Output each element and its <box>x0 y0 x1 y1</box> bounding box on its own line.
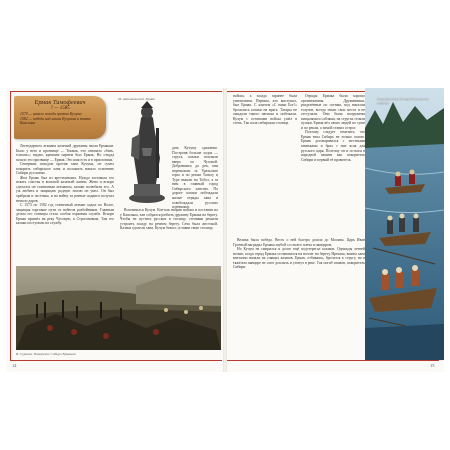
paragraph: Легендарного атамана казачьей дружины звали Ермаком. Было у него и прозвище — Токмак, что означало «бить, толкать»; видно, крепким парнем был Ермак. Но откуда пошло это прозвище — Ермак. Это имя есть и в присловиях. <box>16 144 114 162</box>
title-banner <box>14 96 106 139</box>
right-col-2 <box>301 94 365 162</box>
left-col-2 <box>120 146 218 210</box>
banner-line-2: 1582 — победа над ханом Кучумом и взятие Кашлыка <box>20 116 92 126</box>
paragraph: С 1573 по 1582 год станичный атаман ходил по Волге, защищая торговые пути от набегов разбойников. Главным делом его станицы стала особая охранная служба. Вскоре Ермак пришёл на реку Чусовую, к Строгановым. Там его казаки поступили на службу. <box>16 203 114 226</box>
paragraph: Жил Ермак был из крестьянских. Нужда заставила его искать счастья в вольной казачьей жизни. Жена и вскоре сделался он станичным атаманом, казаки полюбили его. А уж любить и защищать родную землю он умел. Он был храбрым и честным, и на войну за ратные подвиги получал немало даров. <box>16 175 114 203</box>
right-col-1 <box>233 94 297 126</box>
left-col-2b <box>120 208 218 231</box>
paragraph: Вспомнился Кучум. Кое-как набрав войска и поставив их у Кашлыка, хан собрался разбить дружину Ермака на берегу. Чтобы не пустить русских в столицу, степняки решили устроить засаду на речном берегу. Сеча была жестокой. Казаки одолели хана. Кучум бежал, оставив свою столицу. <box>120 208 218 231</box>
paragraph: Велика была победа. Весть о ней быстро дошла до Москвы. Царь Иван Грозный наградил Ермака шубой со своего плеча и панцирем. <box>233 238 365 247</box>
page-number-left: 14 <box>12 363 17 368</box>
statue-caption: М. Антокольский. Ермак <box>118 97 155 101</box>
illustration-image <box>365 88 444 360</box>
painting-image <box>16 266 221 350</box>
banner-years: ? — 1585 <box>50 106 70 111</box>
paragraph: Но Кучум не смирился и долго ещё подстерегал казаков. Однажды летней ночью, когда отряд Ермака остановился на ночлег на берегу Иртыша, воины хана внезапно напали на спящих казаков. Ермак, отбиваясь, бросился к стругу, но в тяжёлом панцире не смог доплыть и утонул в реке. Так погиб атаман, покоритель Сибири. <box>233 247 365 270</box>
painting-caption: В. Суриков. Покорение Сибири Ермаком <box>16 352 76 356</box>
banner-title: Ермак Тимофеевич <box>34 99 86 106</box>
paragraph: Отряды Ермака были хорошо организованы. Дружинники, разделённые по сотням, под началом есаулов, всегда знали свои места и не отступали. Они были вооружены пищалями и саблями, на стругах стояли пушки. Ермак вёл своих людей по суше и по рекам, а зимой ставил острог. <box>301 94 365 130</box>
book-spread <box>6 88 444 372</box>
left-page <box>6 88 225 372</box>
illustration-caption: Заградительный отряд казаков на стругах <box>377 97 429 105</box>
paragraph: войска, а засада заранее была уничтожена. Первым, кто выступил, был Ермак. С кличем «С нами Бог!» бросились казаки на врага. Татары не ожидали такого натиска и побежали. Кучум с остатками войска ушёл в степь. Так пала сибирская столица. <box>233 94 297 126</box>
banner-line-1: 1579 — начало похода против Кучума <box>20 112 82 116</box>
left-col-1 <box>16 144 114 226</box>
right-col-3 <box>233 238 365 270</box>
paragraph: Северным походом против хана Кучума, он сумел покорить сибирского хана и положить начало освоению Сибири русскими. <box>16 162 114 176</box>
page-number-right: 15 <box>430 363 435 368</box>
paragraph: дать Кучуму сражение. Построив больше лодок — струга, казаки поплыли вверх по Чусовой. Добравшись до рек, они перевалили за Уральские горы и по рекам Тагилу и Туре вышли на Тобол, а за ним в главный город Сибирского ханства. По дороге казаки побеждали малые отряды хана и освобождали русских пленников. <box>172 146 218 210</box>
paragraph: Поэтому следует отметить, что Ермак взял Сибирь не только силою. Ермак договаривался с местными князьками и брал с них ясак для русского царя. Поэтому он и остался в народной памяти как покоритель Сибири и первый её правитель. <box>301 130 365 162</box>
right-page <box>225 88 444 372</box>
